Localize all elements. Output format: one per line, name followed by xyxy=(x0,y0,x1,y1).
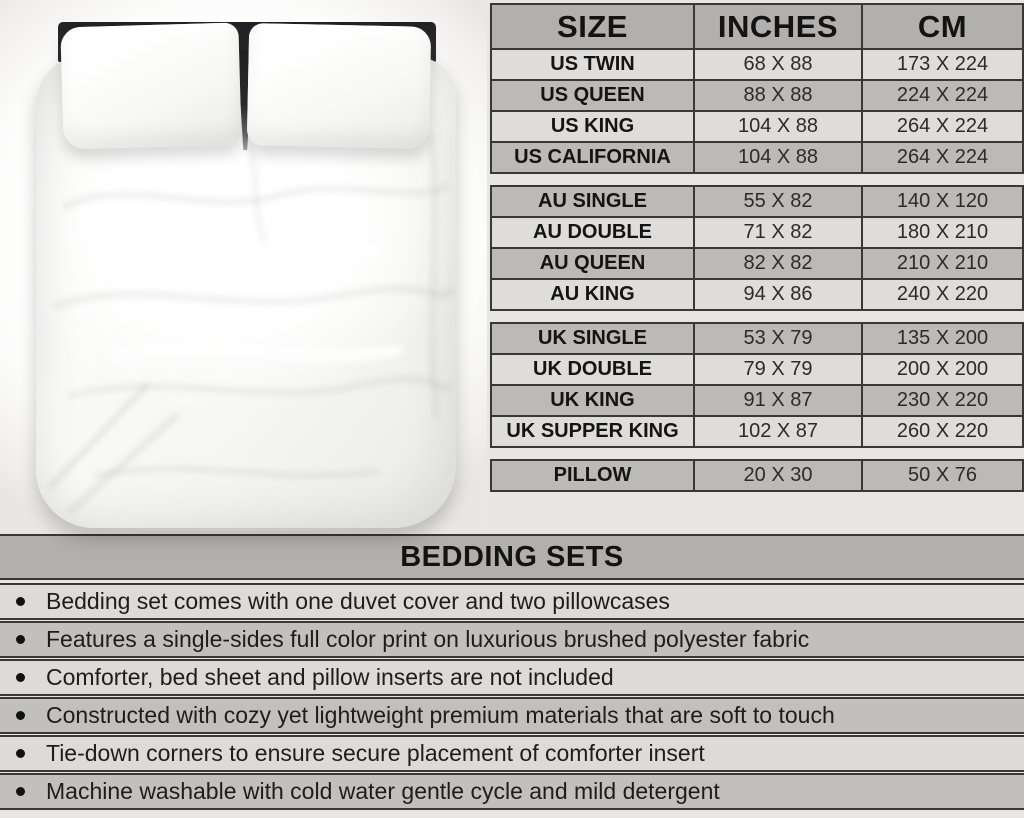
size-chart-table xyxy=(490,3,1024,503)
size-inches: 104 X 88 xyxy=(693,143,861,172)
size-name: PILLOW xyxy=(553,464,632,486)
size-name: US KING xyxy=(550,115,635,137)
size-row-au-king xyxy=(492,278,1022,309)
size-inches: 102 X 87 xyxy=(693,417,861,446)
size-inches: 71 X 82 xyxy=(693,218,861,247)
size-name: UK DOUBLE xyxy=(533,358,652,380)
bullet-text: Features a single-sides full color print on luxurious brushed polyester fabric xyxy=(46,626,810,652)
size-inches: 79 X 79 xyxy=(693,355,861,384)
bullet-dot-icon xyxy=(16,673,25,682)
bedding-sets-bullet-row xyxy=(0,659,1024,696)
size-cm: 200 X 200 xyxy=(861,355,1022,384)
size-row-pillow xyxy=(492,461,1022,490)
size-inches: 53 X 79 xyxy=(693,324,861,353)
size-row-us-king xyxy=(492,110,1022,141)
size-cm: 180 X 210 xyxy=(861,218,1022,247)
size-name: UK SINGLE xyxy=(538,327,647,349)
size-table-uk-block xyxy=(490,322,1024,448)
header-inches: INCHES xyxy=(693,5,861,48)
size-cm: 135 X 200 xyxy=(861,324,1022,353)
size-cm: 224 X 224 xyxy=(861,81,1022,110)
bullet-text: Constructed with cozy yet lightweight premium materials that are soft to touch xyxy=(46,702,835,728)
size-name: US QUEEN xyxy=(540,84,645,106)
size-row-uk-king xyxy=(492,384,1022,415)
bedding-sets-bullet-row xyxy=(0,735,1024,772)
bullet-dot-icon xyxy=(16,749,25,758)
bedding-sets-bullet-row xyxy=(0,583,1024,620)
size-name: US CALIFORNIA xyxy=(514,146,671,168)
size-cm: 230 X 220 xyxy=(861,386,1022,415)
header-size: SIZE xyxy=(557,8,628,44)
header-cm: CM xyxy=(861,5,1022,48)
bullet-dot-icon xyxy=(16,711,25,720)
size-row-au-single xyxy=(492,187,1022,216)
size-row-au-double xyxy=(492,216,1022,247)
size-inches: 91 X 87 xyxy=(693,386,861,415)
bedding-sets-bullet-row xyxy=(0,621,1024,658)
bullet-dot-icon xyxy=(16,597,25,606)
bedding-sets-title: BEDDING SETS xyxy=(0,534,1024,580)
size-row-uk-double xyxy=(492,353,1022,384)
size-table-pillow-block xyxy=(490,459,1024,492)
size-cm: 173 X 224 xyxy=(861,50,1022,79)
size-name: US TWIN xyxy=(550,53,635,75)
size-row-uk-supper-king xyxy=(492,415,1022,446)
size-name: AU KING xyxy=(550,283,635,305)
size-cm: 50 X 76 xyxy=(861,461,1022,490)
size-row-us-queen xyxy=(492,79,1022,110)
size-cm: 264 X 224 xyxy=(861,143,1022,172)
size-table-au-block xyxy=(490,185,1024,311)
size-name: AU DOUBLE xyxy=(533,221,652,243)
size-inches: 82 X 82 xyxy=(693,249,861,278)
size-inches: 20 X 30 xyxy=(693,461,861,490)
bullet-dot-icon xyxy=(16,787,25,796)
size-cm: 264 X 224 xyxy=(861,112,1022,141)
bedding-sets-bullet-row xyxy=(0,697,1024,734)
size-inches: 55 X 82 xyxy=(693,187,861,216)
size-cm: 210 X 210 xyxy=(861,249,1022,278)
size-name: UK SUPPER KING xyxy=(506,420,679,442)
bullet-text: Comforter, bed sheet and pillow inserts are not included xyxy=(46,664,614,690)
size-table-us-block xyxy=(490,3,1024,174)
bullet-text: Machine washable with cold water gentle cycle and mild detergent xyxy=(46,778,720,804)
size-name: AU QUEEN xyxy=(539,252,646,274)
size-cm: 260 X 220 xyxy=(861,417,1022,446)
bullet-text: Bedding set comes with one duvet cover and two pillowcases xyxy=(46,588,670,614)
pillow-left xyxy=(60,23,241,150)
size-row-uk-single xyxy=(492,324,1022,353)
size-inches: 88 X 88 xyxy=(693,81,861,110)
bedding-sets-bullet-row xyxy=(0,773,1024,810)
bedding-sets-section xyxy=(0,534,1024,811)
size-inches: 104 X 88 xyxy=(693,112,861,141)
bullet-dot-icon xyxy=(16,635,25,644)
size-cm: 240 X 220 xyxy=(861,280,1022,309)
size-inches: 68 X 88 xyxy=(693,50,861,79)
size-table-header-row xyxy=(492,5,1022,48)
pillow-right xyxy=(247,23,432,149)
size-row-us-california xyxy=(492,141,1022,172)
bullet-text: Tie-down corners to ensure secure placement of comforter insert xyxy=(46,740,705,766)
size-inches: 94 X 86 xyxy=(693,280,861,309)
size-name: UK KING xyxy=(550,389,635,411)
size-name: AU SINGLE xyxy=(538,190,647,212)
bed-top-view-photo xyxy=(0,0,487,531)
size-row-us-twin xyxy=(492,48,1022,79)
size-row-au-queen xyxy=(492,247,1022,278)
size-cm: 140 X 120 xyxy=(861,187,1022,216)
